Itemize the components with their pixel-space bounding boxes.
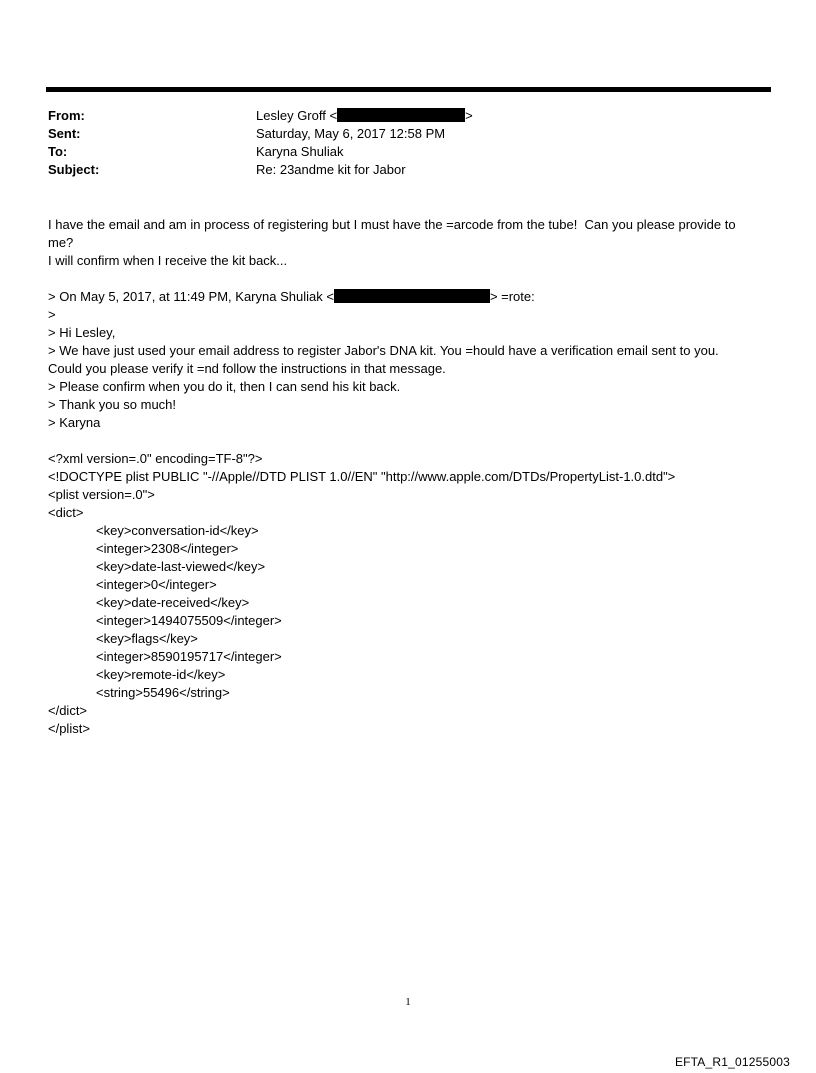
- body-line: I have the email and am in process of registering but I must have the =arcode from the tube! Can you please provide to: [48, 217, 736, 232]
- sent-value: Saturday, May 6, 2017 12:58 PM: [256, 126, 446, 141]
- subject-label: Subject:: [48, 162, 100, 177]
- spacer: [48, 432, 770, 450]
- xml-entry: <key>remote-id</key>: [96, 667, 226, 682]
- xml-line: <dict>: [48, 505, 84, 520]
- xml-entry: <integer>8590195717</integer>: [96, 649, 282, 664]
- xml-entry: <integer>2308</integer>: [96, 541, 239, 556]
- quote-line: >: [48, 307, 56, 322]
- xml-entry: <key>date-last-viewed</key>: [96, 559, 266, 574]
- redaction-box: [334, 289, 490, 303]
- xml-entry: <integer>1494075509</integer>: [96, 613, 282, 628]
- sent-row: [48, 125, 748, 143]
- redaction-box: [337, 108, 465, 122]
- xml-line: </plist>: [48, 721, 90, 736]
- xml-entry: <string>55496</string>: [96, 685, 230, 700]
- quote-line: > Please confirm when you do it, then I can send his kit back.: [48, 379, 401, 394]
- document-id: EFTA_R1_01255003: [674, 1055, 790, 1069]
- email-header: [48, 107, 748, 179]
- quote-intro: [48, 288, 770, 306]
- page-number: 1: [405, 996, 411, 1008]
- xml-entry: <key>conversation-id</key>: [96, 523, 259, 538]
- spacer: [48, 270, 770, 288]
- quote-line: > Thank you so much!: [48, 397, 177, 412]
- xml-line: <!DOCTYPE plist PUBLIC "-//Apple//DTD PLIST 1.0//EN" "http://www.apple.com/DTDs/PropertyList-1.0.dtd">: [48, 469, 676, 484]
- xml-line: </dict>: [48, 703, 88, 718]
- subject-value: Re: 23andme kit for Jabor: [256, 162, 406, 177]
- xml-line: <?xml version=.0" encoding=TF-8"?>: [48, 451, 263, 466]
- subject-row: [48, 161, 748, 179]
- to-label: To:: [48, 144, 68, 159]
- from-row: [48, 107, 748, 125]
- quote-line: > Hi Lesley,: [48, 325, 116, 340]
- from-value: [256, 107, 748, 125]
- body-line: I will confirm when I receive the kit back...: [48, 253, 288, 268]
- body-line: me?: [48, 235, 74, 250]
- quote-line: > We have just used your email address to register Jabor's DNA kit. You =hould have a verification email sent to you.: [48, 343, 719, 358]
- xml-line: <plist version=.0">: [48, 487, 155, 502]
- quote-line: > Karyna: [48, 415, 101, 430]
- from-name: Lesley Groff <: [256, 108, 338, 123]
- xml-entry: <key>date-received</key>: [96, 595, 250, 610]
- quote-intro-pre: > On May 5, 2017, at 11:49 PM, Karyna Shuliak <: [48, 289, 334, 304]
- email-body: [48, 216, 770, 738]
- from-label: From:: [48, 108, 85, 123]
- quote-intro-post: > =rote:: [489, 289, 535, 304]
- to-row: [48, 143, 748, 161]
- to-value: Karyna Shuliak: [256, 144, 344, 159]
- xml-entry: <integer>0</integer>: [96, 577, 217, 592]
- quote-line: Could you please verify it =nd follow the instructions in that message.: [48, 361, 446, 376]
- sent-label: Sent:: [48, 126, 81, 141]
- from-close: >: [465, 108, 473, 123]
- header-rule: [46, 87, 771, 92]
- xml-entry: <key>flags</key>: [96, 631, 198, 646]
